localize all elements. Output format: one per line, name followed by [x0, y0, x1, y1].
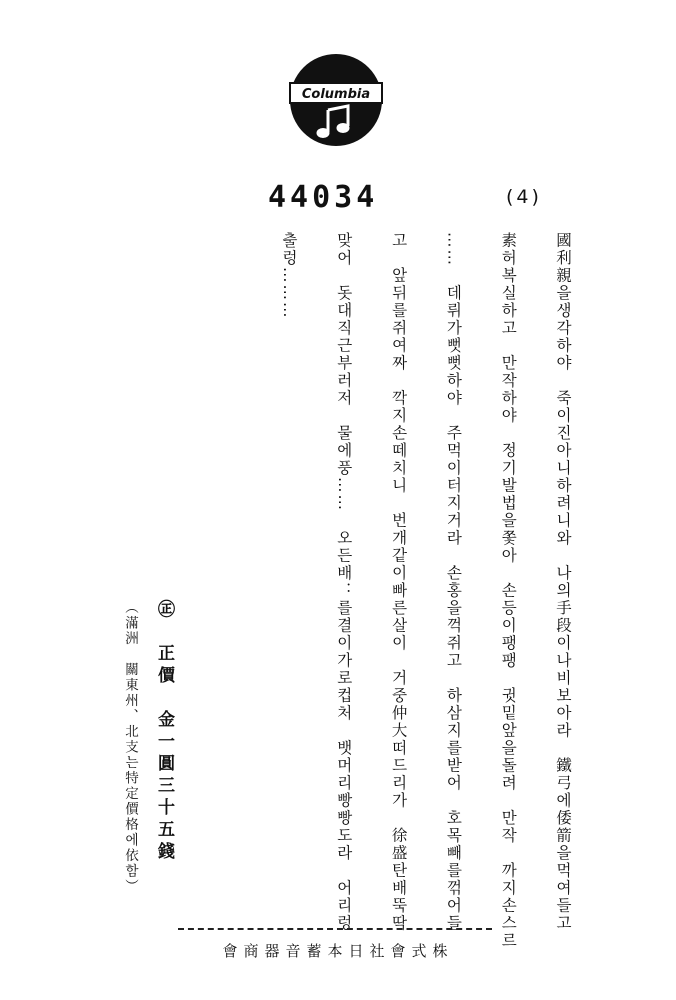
lyric-line: 國利親을생각하야 죽이진아니하려니와 나의手段이나비보아라 鐵弓에倭箭을먹여들고 [553, 232, 572, 932]
price-line: ㊣ 正價 金一圓三十五錢 [154, 600, 174, 864]
lyric-line: 고 앞뒤를쥐여짜 깍지손떼치니 번개같이빠른살이 거중仲大떠드리가 徐盛탄배뚝딱 [389, 232, 408, 932]
lyrics-block [276, 232, 576, 950]
price-block [120, 600, 177, 895]
columbia-logo [288, 52, 384, 148]
price-note: （滿洲 關東州、北支는特定價格에依함） [122, 600, 138, 895]
lyric-line: 출렁……… [280, 232, 298, 320]
lyric-line: 素허복실하고 만작하야 정기발법을쫓아 손등이팽팽 귓밑앞을돌려 만작 까지손스르 [499, 232, 518, 950]
footer-divider [178, 928, 492, 930]
logo-wordmark: Columbia [301, 87, 371, 102]
side-number: (4) [506, 186, 542, 208]
catalog-number: 44034 [268, 180, 379, 215]
lyric-line: 맞어 돗대직근부러저 물에풍…… 오든배：를결이가로컵처 뱃머리빵빵도라 어리렁 [334, 232, 353, 932]
company-name: 會商器音蓄本日社會式株 [222, 942, 454, 960]
lyric-line: …… 데뤼가뻣뻣하야 주먹이터지거라 손홍을꺽쥐고 하삼지를받어 호목빼를꺾어들 [444, 232, 463, 932]
